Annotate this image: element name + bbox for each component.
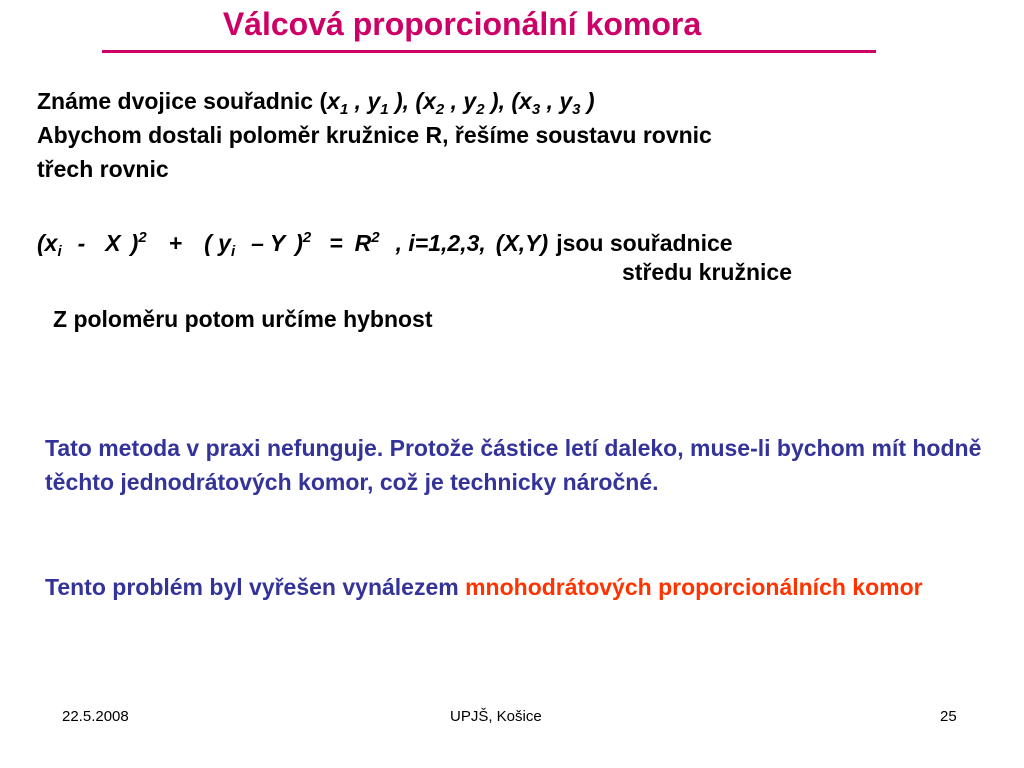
sub-3: 3 <box>531 101 541 118</box>
slide-title: Válcová proporcionální komora <box>222 6 702 42</box>
formula-open-y: ( y <box>204 230 231 256</box>
formula-center: (X,Y) <box>495 230 549 256</box>
solution-lead: Tento problém byl vyřešen vynálezem <box>45 574 466 600</box>
system-line-continued: třech rovnic <box>37 156 169 182</box>
solution-highlight: mnohodrátových proporcionálních komor <box>465 574 923 600</box>
y-var: y <box>367 88 381 114</box>
sub-1: 1 <box>339 101 349 118</box>
close-paren: ) <box>580 88 595 114</box>
page-number: 25 <box>940 708 957 725</box>
sub-1: 1 <box>380 101 389 118</box>
sub-i: i <box>57 243 62 260</box>
formula-equals: = <box>329 230 343 256</box>
coordinates-lead: Známe dvojice souřadnic ( <box>37 88 328 114</box>
sup-2: 2 <box>138 229 147 246</box>
formula-close: ) <box>295 230 303 256</box>
method-paragraph: Tato metoda v praxi nefunguje. Protože částice letí daleko, muse-li bychom mít hodně těchto jednodrátových komor, což je technicky náročné. <box>45 435 982 495</box>
formula-note: jsou souřadnice <box>556 230 733 256</box>
solution-paragraph <box>45 570 985 604</box>
formula-X: X <box>105 230 121 256</box>
sub-2: 2 <box>476 101 485 118</box>
separator: ), ( <box>388 88 424 114</box>
formula-note-continued: středu kružnice <box>622 259 792 285</box>
x-var: x <box>519 88 532 114</box>
y-var: y <box>463 88 477 114</box>
x-var: x <box>423 88 436 114</box>
comma: , <box>444 88 464 114</box>
sub-i: i <box>230 243 236 260</box>
comma: , <box>348 88 368 114</box>
formula-minus: - <box>77 230 86 256</box>
formula-minus-Y: – Y <box>251 230 286 256</box>
formula-open-x: (x <box>37 230 58 256</box>
title-underline <box>102 50 876 53</box>
sub-2: 2 <box>435 101 445 118</box>
sup-2: 2 <box>371 229 380 246</box>
system-line: Abychom dostali poloměr kružnice R, řešíme soustavu rovnic <box>37 122 712 148</box>
separator: ), ( <box>484 88 520 114</box>
comma: , <box>540 88 560 114</box>
momentum-line: Z poloměru potom určíme hybnost <box>53 306 433 332</box>
x-var: x <box>327 88 340 114</box>
sub-3: 3 <box>572 101 581 118</box>
footer-institution: UPJŠ, Košice <box>450 708 542 725</box>
formula-R: R <box>354 230 372 256</box>
formula-range: , i=1,2,3, <box>395 230 486 256</box>
sup-2: 2 <box>302 229 312 246</box>
y-var: y <box>559 88 573 114</box>
formula-close: ) <box>130 230 139 256</box>
footer-date: 22.5.2008 <box>62 708 129 725</box>
formula-plus: + <box>168 230 183 256</box>
